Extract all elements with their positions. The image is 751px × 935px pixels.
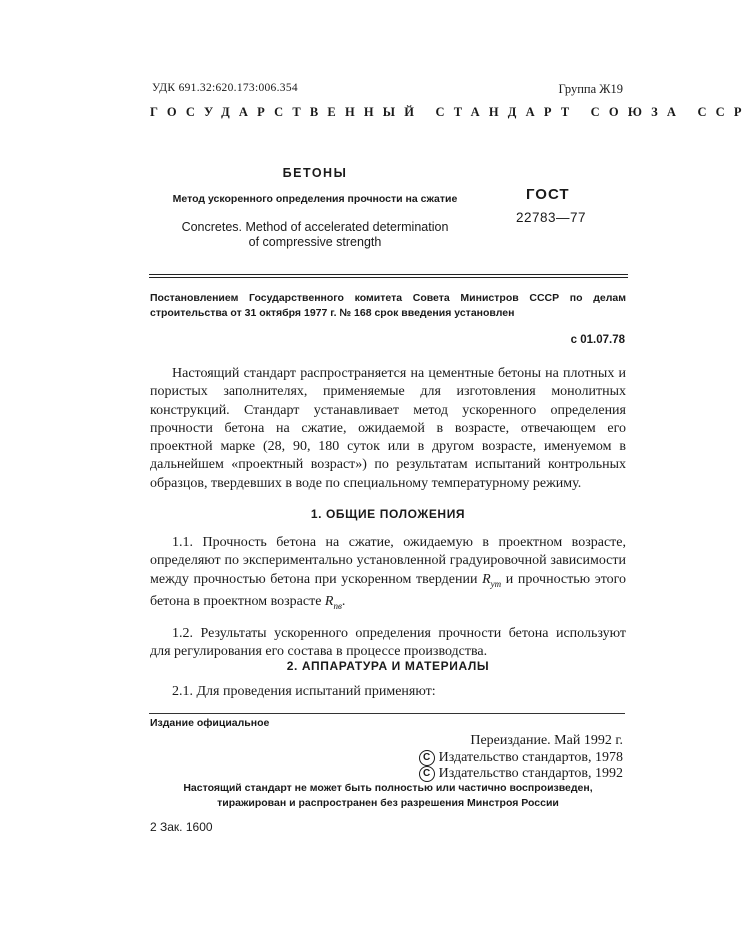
document-title: БЕТОНЫ: [282, 166, 348, 180]
document-subtitle: Метод ускоренного определения прочности на сжатие: [172, 193, 458, 205]
paragraph-1-1-end: .: [341, 593, 346, 609]
footer-divider: [149, 713, 625, 714]
decree-text: Постановлением Государственного комитета Совета Министров СССР по делам строительства от 31 октября 1977 г. № 168 срок введения установлен: [150, 292, 626, 319]
copyright-1978: [419, 750, 623, 766]
symbol-r-ut: [482, 572, 501, 587]
group-code: Группа Ж19: [558, 82, 623, 96]
copyright-1978-text: Издательство стандартов, 1978: [438, 750, 623, 765]
udk-code: УДК 691.32:620.173:006.354: [152, 82, 298, 94]
symbol-r-2: R: [324, 593, 334, 609]
gost-label: ГОСТ: [526, 186, 570, 203]
reprint-line: Переиздание. Май 1992 г.: [470, 733, 623, 748]
intro-paragraph: Настоящий стандарт распространяется на цементные бетоны на плотных и пористых заполнителях, применяемые для изготовления монолитных конструкций. Стандарт устанавливает метод ускоренного определения прочности бетона на сжатие, ожидаемой в возрасте, отвечающем его проектной марке (28, 90, 180 суток или в другом возрасте, именуемом в дальнейшем «проектный возраст») по результатам испытаний контрольных образцов, твердевших в воде по специальному температурному режиму.: [150, 366, 626, 491]
section-1-heading: 1. ОБЩИЕ ПОЛОЖЕНИЯ: [310, 507, 466, 521]
copyright-1992-text: Издательство стандартов, 1992: [438, 766, 623, 781]
subscript-pv: пв: [333, 600, 342, 611]
state-standard-banner: ГОСУДАРСТВЕННЫЙ СТАНДАРТ СОЮЗА ССР: [150, 105, 751, 119]
official-edition-label: Издание официальное: [150, 717, 270, 729]
paragraph-1-2: 1.2. Результаты ускоренного определения прочности бетона используют для регулирования его состава в процессе производства.: [150, 626, 626, 660]
reproduction-notice: Настоящий стандарт не может быть полностью или частично воспроизведен, тиражирован и распространен без разрешения Минстроя России: [183, 782, 593, 809]
section-2-heading: 2. АППАРАТУРА И МАТЕРИАЛЫ: [286, 659, 490, 673]
order-number: 2 Зак. 1600: [150, 820, 213, 834]
copyright-icon: С: [419, 750, 435, 766]
paragraph-1-1-text-b: и прочностью этого бетона в проектном возрасте: [150, 571, 627, 609]
copyright-1992: [419, 766, 623, 782]
symbol-r: R: [482, 571, 491, 587]
title-divider: [149, 274, 628, 278]
paragraph-1-1: [150, 534, 626, 615]
english-title-line-1: Concretes. Method of accelerated determination: [181, 220, 449, 234]
english-title: [150, 220, 480, 250]
symbol-r-pv: [325, 594, 342, 609]
paragraph-2-1: 2.1. Для проведения испытаний применяют:: [172, 684, 436, 699]
effective-date: с 01.07.78: [570, 334, 625, 346]
subscript-ut: ут: [490, 578, 502, 589]
paragraph-1-1-text-a: 1.1. Прочность бетона на сжатие, ожидаемую в проектном возрасте, определяют по экспериментально установленной градуировочной зависимости между прочностью бетона при ускоренном твердении: [150, 535, 626, 587]
english-title-line-2: of compressive strength: [248, 235, 382, 249]
gost-number: 22783—77: [516, 210, 587, 225]
copyright-icon: С: [419, 766, 435, 782]
